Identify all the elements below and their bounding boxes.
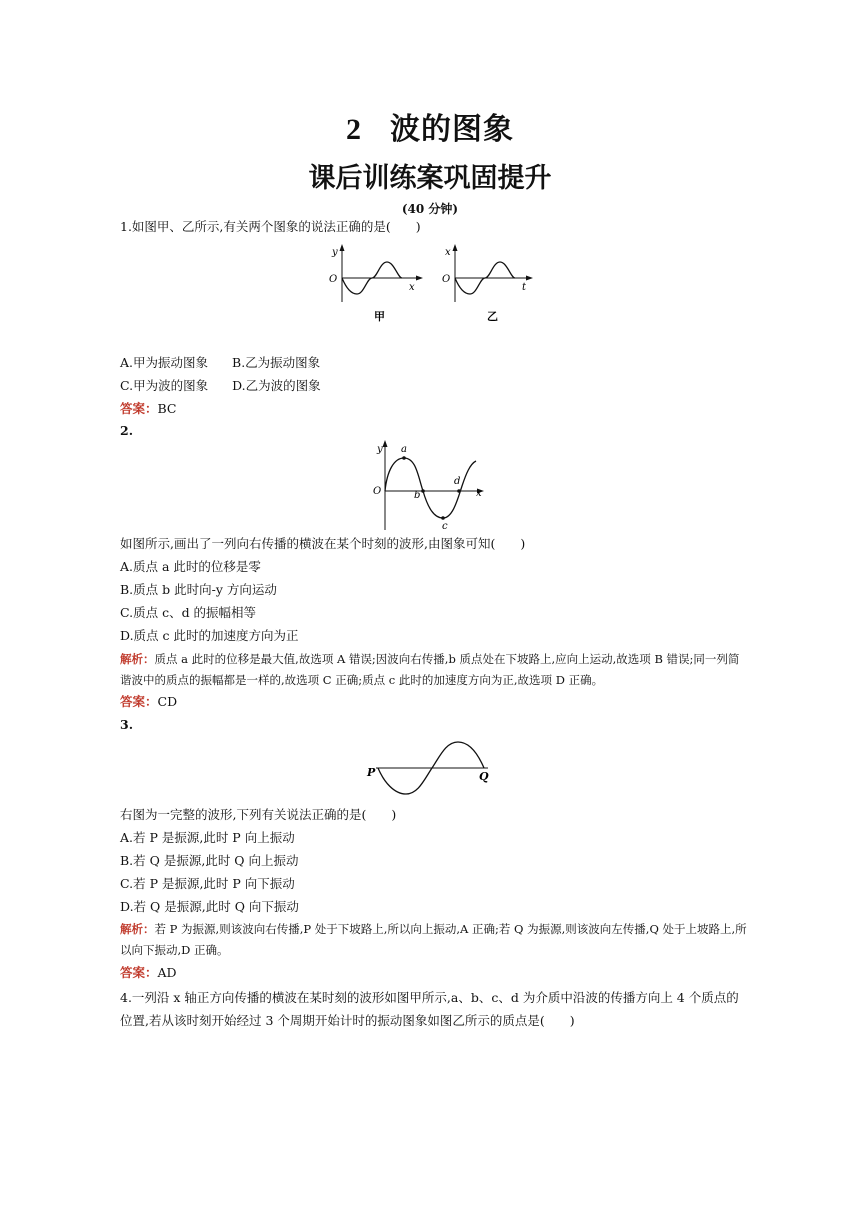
q3-option-c: C.若 P 是振源,此时 P 向下振动	[120, 876, 295, 891]
q1-options-row-2	[120, 377, 750, 395]
q2-answer	[120, 693, 750, 711]
q2-number: 2.	[120, 423, 134, 438]
page-subtitle: 课后训练案巩固提升	[308, 163, 552, 194]
q2-point-d: d	[454, 476, 461, 487]
q1-answer-label: 答案：	[120, 401, 158, 416]
page-title	[0, 104, 860, 148]
q3-number: 3.	[120, 717, 134, 732]
q2-answer-label: 答案：	[120, 694, 158, 709]
q1-option-b: B.乙为振动图象	[232, 355, 321, 370]
q1-left-origin: O	[329, 274, 338, 285]
q2-answer-value: CD	[157, 694, 178, 709]
chapter-number: 2	[346, 113, 362, 146]
q3-answer-label: 答案：	[120, 965, 158, 980]
time-limit: (40 分钟)	[401, 202, 459, 216]
q3-answer	[120, 964, 750, 982]
q2-graph	[370, 436, 490, 532]
q2-y-label: y	[377, 444, 383, 455]
q3-option-a: A.若 P 是振源,此时 P 向上振动	[120, 830, 295, 845]
q2-option-c: C.质点 c、d 的振幅相等	[120, 605, 257, 620]
q2-analysis	[120, 649, 750, 691]
q1-option-a: A.甲为振动图象	[120, 355, 209, 370]
q1-options-row-1	[120, 354, 750, 372]
q2-origin: O	[373, 486, 382, 497]
q2-figure	[370, 436, 490, 532]
q3-analysis	[120, 919, 750, 961]
q2-point-b: b	[414, 490, 421, 501]
q3-label-q: Q	[479, 770, 489, 783]
q3-stem: 右图为一完整的波形,下列有关说法正确的是( )	[120, 807, 397, 822]
q1-left-caption: 甲	[374, 310, 385, 323]
q1-option-c: C.甲为波的图象	[120, 378, 209, 393]
q2-x-label: x	[476, 488, 482, 499]
q3-analysis-text: 若 P 为振源,则该波向右传播,P 处于下坡路上,所以向上振动,A 正确;若 Q 为振源,则该波向左传播,Q 处于上坡路上,所以向下振动,D 正确。	[120, 922, 747, 957]
q2-stem: 如图所示,画出了一列向右传播的横波在某个时刻的波形,由图象可知( )	[120, 536, 526, 551]
q1-right-caption: 乙	[487, 310, 498, 323]
q2-option-d: D.质点 c 此时的加速度方向为正	[120, 628, 299, 643]
q3-answer-value: AD	[157, 965, 177, 980]
q3-graph	[366, 734, 498, 800]
q2-point-a: a	[401, 444, 407, 455]
q4-stem: 4.一列沿 x 轴正方向传播的横波在某时刻的波形如图甲所示,a、b、c、d 为介质中沿波的传播方向上 4 个质点的位置,若从该时刻开始经过 3 个周期开始计时的振动图象如图乙所示的质点是( )	[120, 990, 739, 1028]
q1-answer	[120, 400, 750, 418]
q2-analysis-label: 解析：	[120, 652, 155, 666]
q3-option-b: B.若 Q 是振源,此时 Q 向上振动	[120, 853, 299, 868]
q1-answer-value: BC	[157, 401, 177, 416]
q3-option-d: D.若 Q 是振源,此时 Q 向下振动	[120, 899, 299, 914]
q1-right-x-label: t	[522, 282, 527, 293]
q3-label-p: P	[367, 766, 376, 779]
q2-analysis-text: 质点 a 此时的位移是最大值,故选项 A 错误;因波向右传播,b 质点处在下坡路上,应向上运动,故选项 B 错误;同一列简谐波中的质点的振幅都是一样的,故选项 C 正确;质点 c 此时的加速度方向为正,故选项 D 正确。	[120, 652, 740, 687]
q2-point-c: c	[442, 521, 448, 532]
chapter-title: 波的图象	[390, 112, 514, 147]
q1-stem: 1.如图甲、乙所示,有关两个图象的说法正确的是( )	[120, 219, 421, 234]
q2-option-b: B.质点 b 此时向-y 方向运动	[120, 582, 277, 597]
q1-right-origin: O	[442, 274, 451, 285]
q1-left-y-label: y	[332, 247, 338, 258]
q1-right-y-label: x	[445, 247, 451, 258]
q3-figure	[366, 734, 498, 800]
q1-option-d: D.乙为波的图象	[232, 378, 321, 393]
q2-option-a: A.质点 a 此时的位移是零	[120, 559, 261, 574]
q3-analysis-label: 解析：	[120, 922, 155, 936]
q1-left-x-label: x	[409, 282, 415, 293]
q1-graphs	[322, 240, 542, 325]
q1-figure	[322, 240, 542, 325]
